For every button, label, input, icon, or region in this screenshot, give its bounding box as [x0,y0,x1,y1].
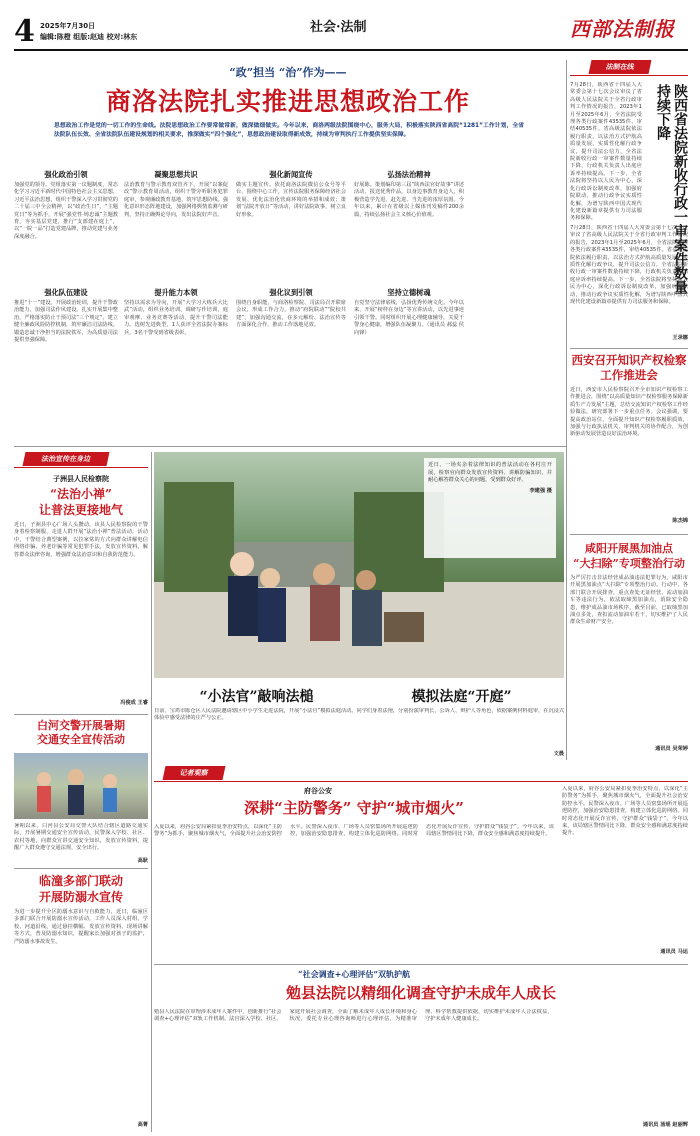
propaganda-body: 近日，子洲县中心广场人头攒动，该县人民检察院的干警身着检察制服，走进人群开展“法治小禅”普法活动。活动中，干警结合典型案例，以拉家常的方式向群众讲解电信网络诈骗、养老诈骗等常见犯罪手法，发放宣传资料，解答群众法律咨询，增强群众法治意识和自我防范能力。 [14,522,148,558]
body-spirit: 好展陈。策划编印第三届“陕西法官好故事”讲述活动，报送优秀作品，以身边事教育身边人，积极营造学先进、赶先进、当先进的浓厚氛围。今年以来，累计在省级以上媒体刊发稿件200余篇，持续弘扬社会主义核心价值观。 [354,182,464,218]
bench [384,612,424,642]
body-team: 推进“十一”建设。开展政治轮训，提升干警政治能力，加强司法作风建设。扎实开展集中整治，严格落实防止干预司法“三个规定”，建立健全廉政风险防控机制，筑牢廉洁司法防线。锻造忠诚干净担当的法院铁军，为高质量司法提供坚强保障。 [14,300,118,344]
photo-caption-box [424,458,556,558]
propaganda-headline-1: “法治小禅” [50,487,112,501]
rule-lead-bottom [14,446,566,447]
mock-court-byline: 文晨 [553,751,564,757]
mock-court-headline-1: “小法官”敲响法槌 [199,689,314,705]
police-photo [154,452,564,678]
xianyang-body: 为严厉打击非法经营成品油违法犯罪行为，咸阳市开展黑加油点“大扫除”专项整治行动。行动中，各部门联合开展排查，重点查处无证经营、流动加油车等违法行为，依法取缔黑加油点，消除安全隐患，维护成品油市场秩序。截至目前，已取缔黑加油点多处，查扣流动加油车若干，切实维护了人民群众生命财产安全。 [570,575,688,626]
child-body-2 [103,788,117,812]
lead-story [14,60,562,440]
rule-of-law-continued: 7月28日，陕西省十四届人大常委会第十七次会议审议了省高级人民法院关于全省行政审判工作情况的报告，2023年1月至2025年6月，全省法院受理各类行政案件43535件，审结40535件。省高级法院依法履行职责，以法治方式护航高质量发展，实质性化解行政争议，提升司法公信力，全省法院新收行政一审案件数量持续下降，行政机关负责人出庭应诉率持续提高。下一步，全省法院将坚持以人民为中心，深化行政诉讼制度改革，加强府院联动，推动行政争议实质性化解，为谱写陕西中国式现代化建设新篇章提供有力司法服务和保障。 [570,225,688,306]
officer-head [68,769,84,785]
section-name: 社会·法制 [310,20,367,35]
body-political: 加强党的领导。党组落实第一议题制度，常态化学习习近平新时代中国特色社会主义思想，习近平法治思想，组织干警深入学习贯彻党的二十届三中全会精神，以“政治生日”、“主题党日”等为抓手，开展“强党性·铸忠诚”主题教育。夯实基层党建，推行“支部建在庭上”，以“一院一品”打造党建品牌，推动党建与业务深度融合。 [14,182,118,240]
lead-col-3 [236,170,346,290]
camera-tag: 记者观察 [163,766,226,780]
body-ideology: 法治教育与警示教育双管齐下，开展“以案促改”警示教育周活动，组织干警旁听职务犯罪庭审，参观廉政教育基地，筑牢思想防线。强化意识形态阵地建设，加强网络舆情监测与研判，坚持正确舆论导向，发出法院好声音。 [124,182,228,218]
photo-caption: 近日，一场夹杂着法律知识的普法活动在各村庄开展，检察官向群众发放宣传资料、讲解防骗知识，并耐心解答群众关心的问题，受到群众好评。 [428,462,552,484]
lead-headline: 商洛法院扎实推进思想政治工作 [105,87,470,116]
rule-of-law-tag: 法制在线 [589,60,652,74]
propaganda-tag: 法治宣传在身边 [23,452,110,466]
lead-col-4 [354,170,464,290]
villager-head-1 [313,563,335,585]
page-header [0,0,700,56]
lead-col-2 [124,170,228,290]
lead-col-1 [14,170,118,290]
xianyang-byline: 通讯员 吴荣婷 [655,746,688,752]
traffic-caption: 暑期以来，白河县公安局交警大队结合辖区道路交通实际，开展暑期交通安全宣传活动，民警深入学校、社区、农村等地，向群众宣讲交通安全知识，发放宣传资料，提醒广大群众遵守交通法规，安全出行。 [14,823,148,852]
subhead-team: 强化队伍建设 [44,288,88,297]
villager-body-1 [310,585,340,641]
header-rule [14,49,688,51]
camera-body: 入夏以来，府谷公安局紧扣夏季治安特点，以深化“主防警务”为抓手，聚焦城市烟火气，全面提升社会治安防控水平。民警深入夜市、广场等人员密集场所开展巡逻防控，加强治安隐患排查，构建立体化巡防网络。同时常态化开展反诈宣传，守护群众“钱袋子”。今年以来，该局辖区警情同比下降，群众安全感和满意度持续提升。 [154,824,554,838]
traffic-photo [14,753,148,819]
body-news: 做实主题宣传。依托商洛法院微信公众号等平台，围绕中心工作，宣传法院服务保障经济社会发展、优化法治化营商环境的举措和成效；策划“法院开放日”等活动，讲好法院故事，树立良好形象。 [236,182,346,218]
mianxian-article [154,964,688,1134]
traffic-headline-2: 交通安全宣传活动 [37,733,125,746]
ip-body: 近日，西安市人民检察院召开全市知识产权检察工作推进会，围绕“以高质量知识产权检察服务保障新质生产力发展”主题，总结交流知识产权检察工作经验做法，研究部署下一步重点任务。会议强调，要提高政治站位，全面提升知识产权检察履职质效，加强与行政执法机关、审判机关的协作配合，为创新驱动发展营造良好法治环境。 [570,387,688,438]
camera-headline: 深耕“主防警务” 守护“城市烟火” [244,799,464,817]
subhead-ability: 提升能力本领 [154,288,198,297]
lintong-byline: 高菁 [137,1122,148,1128]
traffic-article [14,714,148,864]
camera-article [154,784,688,962]
subhead-guidance: 强化议到引领 [269,288,313,297]
mianxian-kicker: “社会调查+心理评估”双轨护航 [298,969,410,979]
mianxian-body: 勉县人民法院在审理涉未成年人案件中，创新推行“社会调查+心理评估”双轨工作机制。法官深入学校、社区、家庭开展社会调查，全面了解未成年人成长环境和身心状况，委托专业心理咨询师进行心理评估，为精准审理、科学帮教提供依据，切实维护未成年人合法权益，守护未成年人健康成长。 [154,1009,553,1023]
rule-of-law-label [570,60,688,76]
camera-label [154,766,688,782]
villager-head-2 [356,570,376,590]
subhead-spirit: 弘扬法治精神 [387,170,431,179]
xianyang-headline-1: 咸阳开展黑加油点 [585,542,673,555]
subhead-news: 强化新闻宣传 [269,170,313,179]
page-number: 4 [14,14,35,49]
camera-body-right: 入夏以来，府谷公安局紧扣夏季治安特点，以深化“主防警务”为抓手，聚焦城市烟火气，全面提升社会治安防控水平。民警深入夜市、广场等人员密集场所开展巡逻防控，加强治安隐患排查，构建立体化巡防网络。同时常态化开展反诈宣传，守护群众“钱袋子”。今年以来，该局辖区警情同比下降，群众安全感和满意度持续提升。 [562,786,688,837]
lintong-article [14,868,148,1130]
propaganda-court: 子洲县人民检察院 [53,474,109,483]
rule-of-law-body: 7月28日，陕西省十四届人大常委会第十七次会议审议了省高级人民法院关于全省行政审判工作情况的报告，2023年1月至2025年6月，全省法院受理各类行政案件43535件，审结40535件。省高级法院依法履行职责，以法治方式护航高质量发展，实质性化解行政争议，提升司法公信力，全省法院新收行政一审案件数量持续下降，行政机关负责人出庭应诉率持续提高。下一步，全省法院将坚持以人民为中心，深化行政诉讼制度改革，加强府院联动，推动行政争议实质性化解，为谱写陕西中国式现代化建设新篇章提供有力司法服务和保障。 [570,82,642,222]
lead-kicker: “政”担当 “治”作为—— [229,66,347,79]
traffic-headline-1: 白河交警开展暑期 [37,719,125,732]
editor-credits: 编辑:陈橙 组版:赵迪 校对:林东 [40,33,138,41]
issue-date: 2025年7月30日 [40,22,96,30]
traffic-photo-scene [14,753,148,819]
rule-of-law-byline: 王录娜 [672,335,688,341]
photo-credit: 李建强 摄 [529,487,552,494]
mock-court-body: 日前，宝鸡市陈仓区人民法院邀请辖区中小学生走进法院，开展“小法官”模拟法庭活动。同学们身着法袍，分别扮演审判长、公诉人、辩护人等角色，依据案例材料庭审，在沉浸式体验中感受法律的庄严与公正。 [154,708,564,722]
xianyang-article [570,534,688,756]
officer-head-2 [260,568,280,588]
newspaper-masthead: 西部法制报 [570,17,675,41]
mianxian-headline: 勉县法院以精细化调查守护未成年人成长 [285,984,556,1002]
propaganda-article [14,472,148,710]
body-ability: 坚持以需求为导向，开展“大学习大练兵大比武”活动，组织业务培训、调研写作培训、庭审观摩、业务竞赛等活动，提升干警司法能力。选树先进典型，1人获评全省法院办案标兵，3名干警受到省级表彰。 [124,300,228,336]
propaganda-headline-2: 让普法更接地气 [38,503,123,517]
lead-col-5 [14,288,118,438]
child-body-1 [37,786,51,812]
lintong-headline-2: 开展防溺水宣传 [38,890,123,904]
child-head-1 [37,772,51,786]
rule-of-law-headline: 陕西省法院新收行政一审案件数量持续下降 [655,84,688,294]
body-guidance: 围绕自身职能，与商洛检察院、司法局召开联席会议，形成工作合力。推动“府院联动”“院校共建”，加强沟通交流，在多元解纷、法治宣传等方面深化合作，推动工作落地见效。 [236,300,346,329]
child-head-2 [103,774,117,788]
subhead-ideology: 凝聚思想共识 [154,170,198,179]
subhead-morality: 坚持立德树魂 [387,288,431,297]
propaganda-label [14,452,148,468]
rule-left-col [151,452,152,1132]
ip-headline: 西安召开知识产权检察工作推进会 [571,353,687,382]
officer-head-1 [230,552,254,576]
lead-col-6 [124,288,228,438]
lead-col-8 [354,288,464,438]
villager-body-2 [352,590,382,646]
ip-article [570,348,688,528]
mock-court-headline-2: 模拟法庭“开庭” [411,689,512,705]
camera-place: 府谷公安 [304,787,332,795]
mock-court-article [154,684,564,760]
traffic-byline: 高耿 [137,858,148,864]
rule-of-law-body-2 [570,225,688,337]
tree-left [164,482,234,592]
officer-body [68,785,84,815]
lintong-body: 为进一步提升全区防溺水意识与自救能力，近日，临潼区多部门联合开展防溺水宣传活动，工作人员深入村组、学校、河道沿线，通过悬挂横幅、发放宣传资料、现场讲解等方式，普及防溺水知识，提醒家长加强对孩子的监护，严防溺水事故发生。 [14,909,148,945]
mianxian-byline: 通讯员 汤瑶 赵丽辉 [642,1122,688,1128]
subhead-political: 强化政治引领 [44,170,88,179]
xianyang-headline-2: “大扫除”专项整治行动 [573,557,685,570]
lead-col-7 [236,288,346,438]
officer-body-1 [228,576,258,636]
body-morality: 自觉坚守法律底线，弘扬优秀传统文化。今年以来，开展“榜样在身边”等宣讲活动，以先进事迹引领干警。同时组织开展心理健康辅导，关爱干警身心健康，增强队伍凝聚力。（通讯员 郝蕊 侯向锋） [354,300,464,336]
lintong-headline-1: 临潼多部门联动 [38,874,123,888]
lead-intro: 思想政治工作是党的一切工作的生命线。法院思想政治工作要常做常新，做深做细做实。今年以来，商洛两级法院围绕中心，服务大局，积极落实陕西省高院“1281”工作计划，全省法院队伍长效、全省法院队伍建设规划的相关要求，推深做实“四个强化”，思想政治建设取得新成效，持续为审判执行工作提供坚实保障。 [54,123,524,138]
ip-byline: 陈杰锦 [672,518,688,524]
propaganda-byline: 冯俊成 王睿 [120,700,148,706]
rule-right-col [566,60,567,760]
officer-body-2 [258,588,286,642]
camera-byline: 通讯员 马运 [660,949,688,955]
